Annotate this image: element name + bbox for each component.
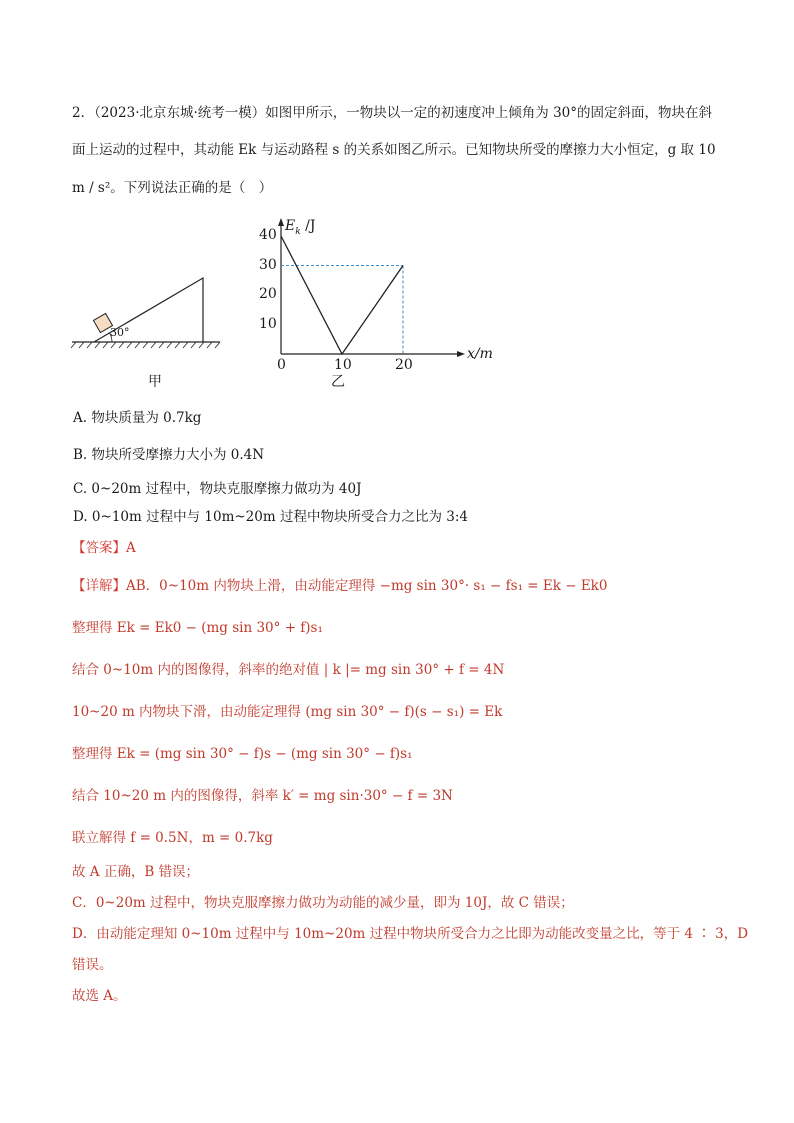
- analysis-line-5: 整理得 Ek = (mg sin 30° − f)s − (mg sin 30° − f)s₁: [72, 746, 413, 762]
- x-tick-label: 0: [277, 357, 286, 373]
- figure-jia-caption: 甲: [148, 374, 162, 390]
- x-tick-label: 10: [334, 357, 352, 373]
- question-line-2: 面上运动的过程中，其动能 Ek 与运动路程 s 的关系如图乙所示。已知物块所受的摩擦力大小恒定，g 取 10: [72, 142, 716, 158]
- figure-incline: [70, 270, 225, 355]
- ek-series-line: [281, 236, 403, 354]
- analysis-line-2: 整理得 Ek = Ek0 − (mg sin 30° + f)s₁: [72, 620, 323, 636]
- analysis-label: 【详解】: [72, 578, 126, 594]
- analysis-line-8: 故 A 正确，B 错误；: [72, 864, 200, 880]
- y-tick-label: 30: [259, 256, 277, 273]
- answer-label: 【答案】A: [72, 540, 136, 556]
- analysis-line-6: 结合 10~20 m 内的图像得，斜率 k′ = mg sin·30° − f = 3N: [72, 788, 453, 804]
- analysis-line-12: 故选 A。: [72, 988, 127, 1004]
- analysis-line-11: 错误。: [72, 957, 113, 973]
- analysis-line-9: C．0~20m 过程中，物块克服摩擦力做功为动能的减少量，即为 10J，故 C 错误；: [72, 895, 574, 911]
- question-line-1: 2．（2023·北京东城·统考一模）如图甲所示，一物块以一定的初速度冲上倾角为 30°的固定斜面，物块在斜: [72, 105, 712, 121]
- y-tick-label: 10: [259, 315, 277, 332]
- option-c: C. 0~20m 过程中，物块克服摩擦力做功为 40J: [73, 481, 362, 497]
- analysis-line-7: 联立解得 f = 0.5N，m = 0.7kg: [72, 830, 273, 846]
- graph-axes: [278, 218, 465, 357]
- option-d: D. 0~10m 过程中与 10m~20m 过程中物块所受合力之比为 3:4: [73, 509, 468, 525]
- angle-label: 30°: [110, 326, 130, 339]
- analysis-line-4: 10~20 m 内物块下滑，由动能定理得 (mg sin 30° − f)(s − s₁) = Ek: [72, 704, 503, 720]
- figure-yi-caption: 乙: [331, 374, 345, 390]
- x-axis-label: x/m: [467, 346, 493, 362]
- x-tick-label: 20: [395, 357, 413, 373]
- analysis-line-1: 【详解】AB．0~10m 内物块上滑，由动能定理得 −mg sin 30°· s₁ − fs₁ = Ek − Ek0: [72, 578, 608, 594]
- option-b: B. 物块所受摩擦力大小为 0.4N: [73, 447, 265, 463]
- y-tick-label: 20: [259, 286, 277, 302]
- y-axis-label: $E_k$ /J: [285, 218, 316, 237]
- analysis-line-3: 结合 0~10m 内的图像得，斜率的绝对值 | k |= mg sin 30° + f = 4N: [72, 662, 505, 678]
- option-a: A. 物块质量为 0.7kg: [73, 410, 202, 426]
- y-tick-label: 40: [259, 227, 277, 243]
- analysis-line-10: D．由动能定理知 0~10m 过程中与 10m~20m 过程中物块所受合力之比即为动能改变量之比，等于 4 ∶ 3，D: [72, 926, 749, 942]
- question-line-3: m / s²。下列说法正确的是（ ）: [72, 180, 273, 196]
